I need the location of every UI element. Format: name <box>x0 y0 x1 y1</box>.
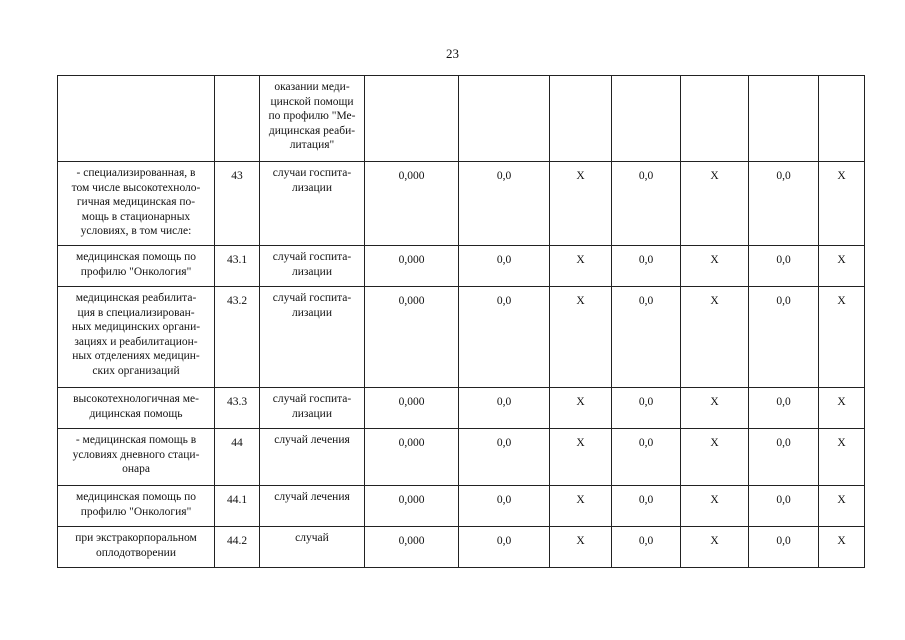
value-cell: 0,0 <box>459 388 550 429</box>
value-cell: 0,000 <box>365 527 459 568</box>
value-cell: 0,0 <box>612 486 681 527</box>
table-row <box>58 76 865 162</box>
value-cell: 0,0 <box>612 429 681 486</box>
value-cell: X <box>819 162 865 246</box>
table-row <box>58 246 865 287</box>
value-cell: X <box>681 527 749 568</box>
row-name-cell: медицинская помощь по профилю "Онкология" <box>58 246 215 287</box>
value-cell: X <box>681 246 749 287</box>
row-number-cell: 43.2 <box>215 287 260 388</box>
value-cell: X <box>681 486 749 527</box>
table-row <box>58 486 865 527</box>
value-cell: 0,0 <box>459 162 550 246</box>
value-cell <box>550 76 612 162</box>
value-cell: X <box>550 246 612 287</box>
row-number-cell: 44 <box>215 429 260 486</box>
unit-cell: случай <box>260 527 365 568</box>
unit-cell: случаи госпита- лизации <box>260 162 365 246</box>
value-cell: 0,000 <box>365 287 459 388</box>
value-cell: 0,0 <box>459 486 550 527</box>
value-cell: X <box>550 486 612 527</box>
data-table <box>57 75 865 568</box>
row-name-cell: медицинская помощь по профилю "Онкология" <box>58 486 215 527</box>
value-cell: 0,000 <box>365 388 459 429</box>
value-cell <box>612 76 681 162</box>
value-cell: 0,0 <box>749 246 819 287</box>
row-number-cell: 43 <box>215 162 260 246</box>
row-number-cell: 43.1 <box>215 246 260 287</box>
row-name-cell <box>58 76 215 162</box>
value-cell <box>459 76 550 162</box>
row-name-cell: медицинская реабилита- ция в специализирован- ных медицинских органи- зациях и реабилитацион- ных отделениях медицин- ских организаций <box>58 287 215 388</box>
value-cell: 0,0 <box>612 246 681 287</box>
value-cell: 0,0 <box>612 162 681 246</box>
value-cell: X <box>550 527 612 568</box>
table-row <box>58 388 865 429</box>
unit-cell: случай госпита- лизации <box>260 246 365 287</box>
value-cell: 0,000 <box>365 162 459 246</box>
value-cell: X <box>681 429 749 486</box>
row-name-cell: при экстракорпоральном оплодотворении <box>58 527 215 568</box>
value-cell: 0,0 <box>749 162 819 246</box>
value-cell: X <box>819 429 865 486</box>
value-cell <box>681 76 749 162</box>
value-cell: 0,0 <box>459 527 550 568</box>
value-cell: X <box>550 388 612 429</box>
table-row <box>58 429 865 486</box>
row-number-cell <box>215 76 260 162</box>
page-number: 23 <box>446 46 459 61</box>
value-cell: X <box>681 162 749 246</box>
row-number-cell: 44.2 <box>215 527 260 568</box>
unit-cell: случай госпита- лизации <box>260 287 365 388</box>
row-number-cell: 43.3 <box>215 388 260 429</box>
value-cell <box>819 76 865 162</box>
value-cell: 0,0 <box>749 388 819 429</box>
table-row <box>58 162 865 246</box>
value-cell: X <box>819 388 865 429</box>
value-cell: 0,0 <box>612 527 681 568</box>
value-cell: X <box>819 287 865 388</box>
unit-cell: случай лечения <box>260 429 365 486</box>
value-cell: 0,0 <box>612 388 681 429</box>
value-cell: X <box>681 388 749 429</box>
value-cell: 0,000 <box>365 246 459 287</box>
value-cell: X <box>819 246 865 287</box>
value-cell: 0,0 <box>459 287 550 388</box>
unit-cell: случай лечения <box>260 486 365 527</box>
value-cell: X <box>819 486 865 527</box>
row-name-cell: - специализированная, в том числе высокотехноло- гичная медицинская по- мощь в стационарных условиях, в том числе: <box>58 162 215 246</box>
row-number-cell: 44.1 <box>215 486 260 527</box>
row-name-cell: - медицинская помощь в условиях дневного стаци- онара <box>58 429 215 486</box>
row-name-cell: высокотехнологичная ме- дицинская помощь <box>58 388 215 429</box>
value-cell: 0,0 <box>749 486 819 527</box>
value-cell: 0,000 <box>365 486 459 527</box>
value-cell: 0,0 <box>459 429 550 486</box>
unit-cell: случай госпита- лизации <box>260 388 365 429</box>
value-cell: X <box>550 162 612 246</box>
value-cell <box>749 76 819 162</box>
table-row <box>58 287 865 388</box>
unit-cell: оказании меди- цинской помощи по профилю "Ме- дицинская реаби- литация" <box>260 76 365 162</box>
value-cell: 0,0 <box>459 246 550 287</box>
value-cell <box>365 76 459 162</box>
value-cell: X <box>550 429 612 486</box>
value-cell: X <box>681 287 749 388</box>
value-cell: 0,0 <box>612 287 681 388</box>
value-cell: 0,000 <box>365 429 459 486</box>
value-cell: 0,0 <box>749 527 819 568</box>
value-cell: 0,0 <box>749 429 819 486</box>
value-cell: X <box>819 527 865 568</box>
table-row <box>58 527 865 568</box>
value-cell: X <box>550 287 612 388</box>
value-cell: 0,0 <box>749 287 819 388</box>
